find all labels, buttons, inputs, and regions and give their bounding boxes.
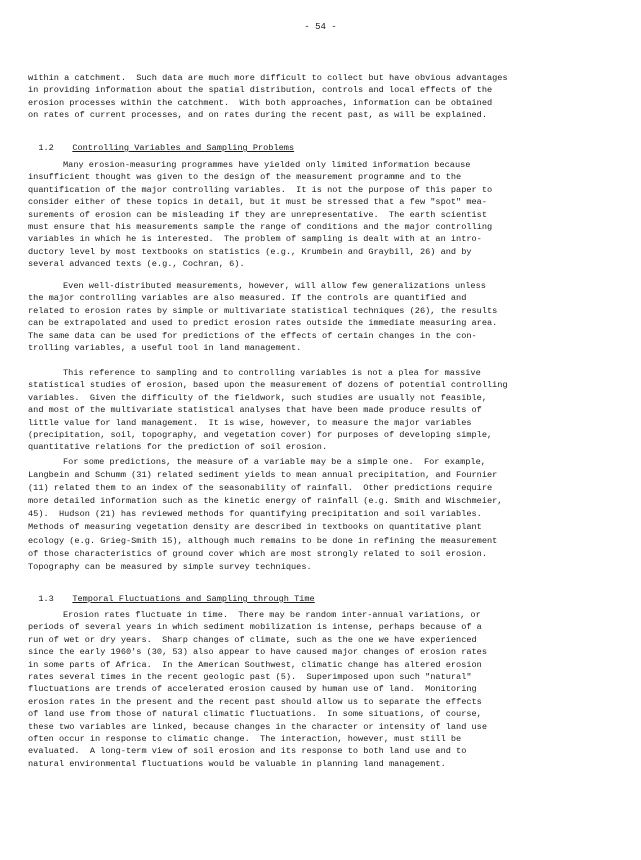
text-line: these two variables are linked, because changes in the character or intensity of land use (28, 721, 487, 732)
text-line: ecology (e.g. Grieg-Smith 15), although much remains to be done in refining the measurement (28, 535, 498, 546)
text-line: the major controlling variables are also measured. If the controls are quantified and (28, 293, 467, 304)
text-line: quantification of the major controlling variables. It is not the purpose of this paper to (28, 184, 493, 195)
text-line: variables in which he is interested. The problem of sampling is dealt with at an intro- (28, 234, 482, 245)
section-number: 1.2 (38, 143, 54, 153)
text-line: evaluated. A long-term view of soil erosion and its response to both land use and to (28, 746, 467, 757)
text-line: fluctuations are trends of accelerated erosion caused by human use of land. Monitoring (28, 684, 477, 695)
text-line: natural environmental fluctuations would be valuable in planning land management. (28, 758, 446, 769)
text-line: run of wet or dry years. Sharp changes of climate, such as the one we have experienced (28, 634, 477, 645)
text-line: Topography can be measured by simple survey techniques. (28, 561, 312, 572)
text-line: Langbein and Schumm (31) related sediment yields to mean annual precipitation, and Fournier (28, 470, 498, 481)
text-line: on rates of current processes, and on rates during the recent past, as will be explained. (28, 110, 487, 121)
paragraph-4 (28, 367, 508, 454)
text-line: related to erosion rates by simple or multivariate statistical techniques (26), the results (28, 305, 498, 316)
page-number: - 54 - (304, 22, 337, 32)
section-number: 1.3 (38, 594, 54, 604)
section-title: Temporal Fluctuations and Sampling through Time (72, 594, 315, 604)
text-line: can be extrapolated and used to predict erosion rates outside the immediate measuring area. (28, 318, 498, 329)
section-heading-1-2 (28, 133, 294, 153)
text-line: Erosion rates fluctuate in time. There may be random inter-annual variations, or (63, 610, 481, 620)
text-line: and most of the multivariate statistical analyses that have been made produce results of (28, 405, 482, 416)
text-line: erosion processes within the catchment. With both approaches, information can be obtained (28, 97, 493, 108)
text-line: of those characteristics of ground cover which are most strongly related to soil erosion. (28, 548, 487, 559)
text-line: (precipitation, soil, topography, and vegetation cover) for purposes of developing simple, (28, 430, 493, 441)
text-line: Even well-distributed measurements, however, will allow few generalizations unless (63, 281, 486, 291)
paragraph-2 (28, 159, 492, 271)
text-line: since the early 1960's (30, 53) also appear to have caused major changes of erosion rates (28, 647, 487, 658)
text-line: little value for land management. It is wise, however, to measure the major variables (28, 417, 472, 428)
paragraph-1 (28, 72, 508, 122)
text-line: within a catchment. Such data are much more difficult to collect but have obvious advantages (28, 73, 508, 83)
text-line: variables. Given the difficulty of the fieldwork, such studies are usually not feasible, (28, 392, 487, 403)
text-line: must ensure that his measurements sample the range of conditions and the major controlling (28, 222, 493, 233)
paragraph-5 (28, 456, 502, 574)
text-line: trolling variables, a useful tool in land management. (28, 343, 302, 354)
text-line: quantitative relations for the prediction of soil erosion. (28, 442, 328, 453)
text-line: statistical studies of erosion, based upon the measurement of dozens of potential controlling (28, 380, 508, 391)
text-line: For some predictions, the measure of a variable may be a simple one. For example, (63, 457, 486, 467)
text-line: insufficient thought was given to the design of the measurement programme and to the (28, 172, 462, 183)
paragraph-6 (28, 609, 487, 770)
text-line: Methods of measuring vegetation density are described in textbooks on quantitative plant (28, 522, 482, 533)
section-heading-1-3 (28, 584, 315, 604)
text-line: surements of erosion can be misleading if they are unrepresentative. The earth scientist (28, 209, 487, 220)
text-line: Many erosion-measuring programmes have yielded only limited information because (63, 160, 471, 170)
text-line: more detailed information such as the kinetic energy of rainfall (e.g. Smith and Wischmeier, (28, 496, 503, 507)
text-line: of land use from those of natural climatic fluctuations. In some situations, of course, (28, 709, 482, 720)
text-line: This reference to sampling and to controlling variables is not a plea for massive (63, 368, 481, 378)
text-line: rates several times in the recent geologic past (5). Superimposed upon such "natural" (28, 672, 472, 683)
text-line: 45). Hudson (21) has reviewed methods for quantifying precipitation and soil variables. (28, 509, 482, 520)
text-line: consider either of these topics in detail, but it must be stressed that a few "spot" mea- (28, 197, 487, 208)
section-title: Controlling Variables and Sampling Problems (72, 143, 295, 153)
text-line: The same data can be used for predictions of the effects of certain changes in the con- (28, 330, 477, 341)
text-line: in providing information about the spatial distribution, controls and local effects of the (28, 85, 493, 96)
text-line: erosion rates in the present and the recent past should allow us to separate the effects (28, 696, 482, 707)
text-line: ductory level by most textbooks on statistics (e.g., Krumbein and Graybill, 26) and by (28, 246, 472, 257)
text-line: periods of several years in which sediment mobilization is intense, perhaps because of a (28, 622, 482, 633)
text-line: several advanced texts (e.g., Cochran, 6). (28, 259, 245, 270)
text-line: often occur in response to climatic change. The interaction, however, must still be (28, 734, 462, 745)
paragraph-3 (28, 280, 497, 354)
text-line: in some parts of Africa. In the American Southwest, climatic change has altered erosion (28, 659, 482, 670)
text-line: (11) related them to an index of the seasonability of rainfall. Other predictions require (28, 483, 493, 494)
